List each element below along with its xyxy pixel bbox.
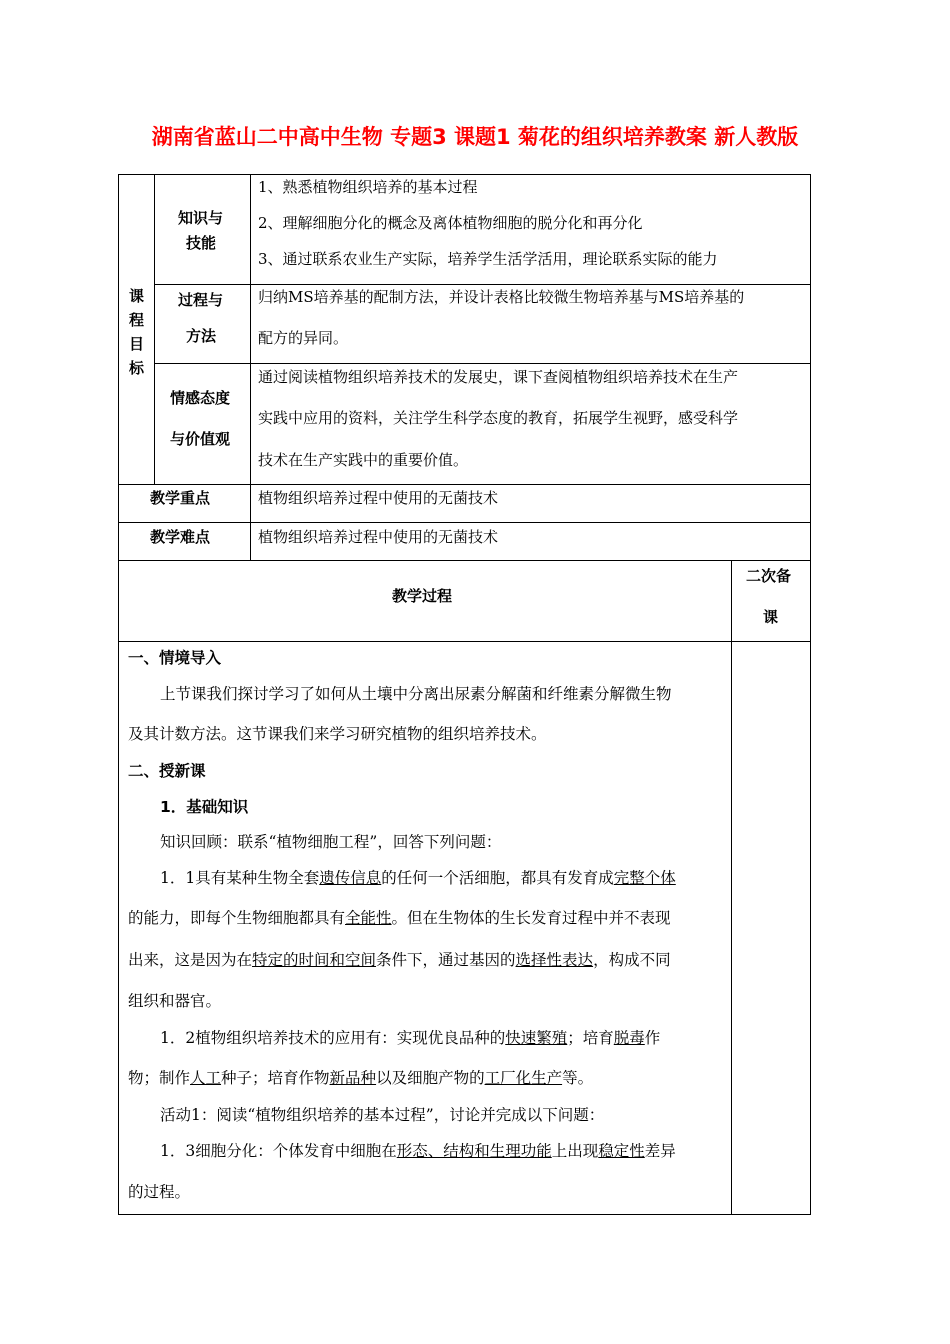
knowledge-item: 3、通过联系农业生产实际，培养学生活学活用，理论联系实际的能力 xyxy=(258,250,718,268)
paragraph-line: 及其计数方法。这节课我们来学习研究植物的组织培养技术。 xyxy=(128,725,547,743)
process-text: 配方的异同。 xyxy=(258,329,349,347)
emotion-label-1: 情感态度 xyxy=(170,389,231,407)
knowledge-label-1: 知识与 xyxy=(178,209,224,227)
question-line: 的能力，即每个生物细胞都具有全能性。但在生物体的生长发育过程中并不表现 xyxy=(128,909,671,927)
question-line: 1．3细胞分化：个体发育中细胞在形态、结构和生理功能上出现稳定性差异 xyxy=(160,1142,676,1160)
page-title: 湖南省蓝山二中高中生物 专题3 课题1 菊花的组织培养教案 新人教版 xyxy=(151,125,799,149)
process-label-2: 方法 xyxy=(186,327,217,345)
activity-line: 活动1：阅读“植物组织培养的基本过程”，讨论并完成以下问题： xyxy=(160,1106,605,1124)
knowledge-item: 1、熟悉植物组织培养的基本过程 xyxy=(258,178,478,196)
process-header: 教学过程 xyxy=(392,587,453,605)
recall-line: 知识回顾：联系“植物细胞工程”，回答下列问题： xyxy=(160,833,502,851)
section-heading: 二、授新课 xyxy=(128,762,206,780)
second-prep-label-2: 课 xyxy=(763,608,779,626)
emotion-text: 技术在生产实践中的重要价值。 xyxy=(258,451,469,469)
process-label-1: 过程与 xyxy=(178,291,224,309)
question-line: 物；制作人工种子；培育作物新品种以及细胞产物的工厂化生产等。 xyxy=(128,1069,594,1087)
emotion-label-2: 与价值观 xyxy=(170,430,231,448)
question-line: 1．1具有某种生物全套遗传信息的任何一个活细胞，都具有发育成完整个体 xyxy=(160,869,676,887)
question-line: 的过程。 xyxy=(128,1183,191,1201)
difficulty-label: 教学难点 xyxy=(150,528,211,546)
process-text: 归纳MS培养基的配制方法，并设计表格比较微生物培养基与MS培养基的 xyxy=(258,288,745,306)
second-prep-label-1: 二次备 xyxy=(746,567,792,585)
knowledge-label-2: 技能 xyxy=(186,234,217,252)
question-line: 组织和器官。 xyxy=(128,992,222,1010)
difficulty-text: 植物组织培养过程中使用的无菌技术 xyxy=(258,528,499,546)
key-point-label: 教学重点 xyxy=(150,489,211,507)
knowledge-item: 2、理解细胞分化的概念及离体植物细胞的脱分化和再分化 xyxy=(258,214,643,232)
section-heading: 一、情境导入 xyxy=(128,649,222,667)
key-point-text: 植物组织培养过程中使用的无菌技术 xyxy=(258,489,499,507)
paragraph-line: 上节课我们探讨学习了如何从土壤中分离出尿素分解菌和纤维素分解微生物 xyxy=(160,685,672,703)
question-line: 出来，这是因为在特定的时间和空间条件下，通过基因的选择性表达，构成不同 xyxy=(128,951,671,969)
subsection-heading: 1．基础知识 xyxy=(160,798,249,816)
emotion-text: 通过阅读植物组织培养技术的发展史，课下查阅植物组织培养技术在生产 xyxy=(258,368,739,386)
question-line: 1．2植物组织培养技术的应用有：实现优良品种的快速繁殖；培育脱毒作 xyxy=(160,1029,661,1047)
emotion-text: 实践中应用的资料，关注学生科学态度的教育，拓展学生视野，感受科学 xyxy=(258,409,739,427)
